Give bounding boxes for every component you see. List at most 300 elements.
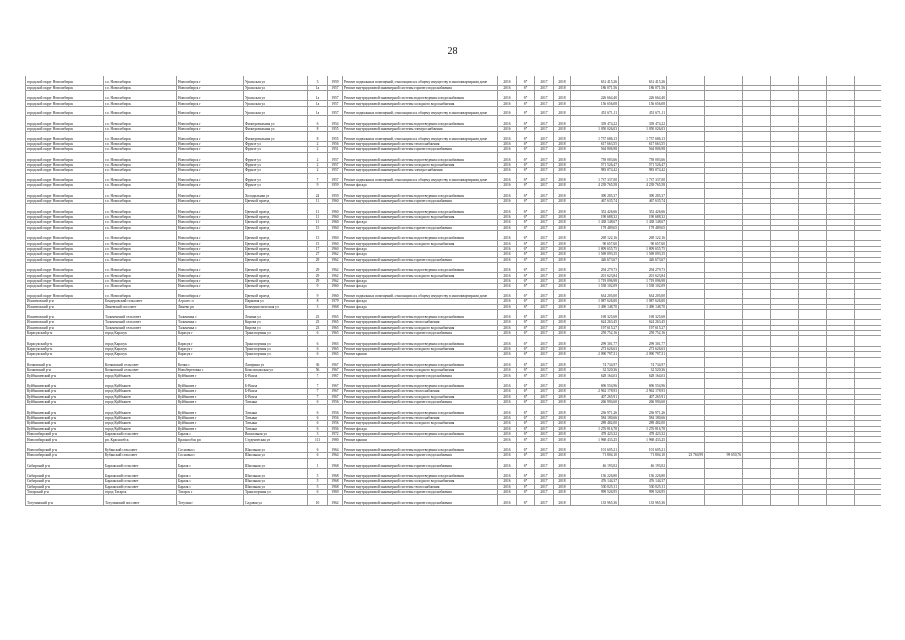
cell-work-type: Ремонт внутридомовой инженерной системы холодного водоснабжения	[343, 241, 498, 246]
cell-cost: 2 090 797,31	[571, 352, 619, 357]
cell-start-year: 2017	[535, 194, 554, 199]
cell-cost-total: 299 301,77	[619, 341, 667, 346]
cell-settlement: рп. Краснообск	[104, 437, 177, 442]
cell-plan-year: 2016	[498, 299, 517, 304]
cell-extra	[827, 106, 855, 116]
cell-municipality: городской округ Новосибирск	[26, 220, 104, 225]
cell-price-index: 6*	[517, 490, 535, 495]
cell-year-built: 1964	[328, 448, 343, 453]
cell-house: 1а	[308, 85, 328, 90]
cell-municipality: Новосибирский р-н	[26, 437, 104, 442]
cell-locality: Новосибирск г	[177, 273, 244, 278]
cell-end-year: 2018	[554, 273, 571, 278]
cell-street: Школьная ул	[244, 448, 308, 453]
cell-start-year: 2017	[535, 225, 554, 230]
cell-price-index: 6*	[517, 315, 535, 320]
cell-settlement: город Карасук	[104, 352, 177, 357]
cell-end-year: 2018	[554, 158, 571, 163]
cell-cost-total: 983 074,42	[619, 168, 667, 173]
cell-municipality: Куйбышевский р-н	[26, 384, 104, 389]
cell-end-year: 2018	[554, 132, 571, 142]
cell-locality: Новосибирск г	[177, 158, 244, 163]
cell-plan-year: 2016	[498, 284, 517, 289]
cell-cost: 584 180,66	[571, 415, 619, 420]
cell-start-year: 2017	[535, 162, 554, 167]
cell-cost: 2 962 178,93	[571, 389, 619, 394]
cell-price-index: 6*	[517, 284, 535, 289]
cell-price-index: 6*	[517, 225, 535, 230]
cell-locality: Куйбышев г	[177, 399, 244, 404]
cell-end-year: 2018	[554, 426, 571, 431]
cell-year-built: 1959	[328, 76, 343, 85]
cell-end-year: 2018	[554, 373, 571, 378]
cell-year-built: 1954	[328, 121, 343, 126]
cell-locality: Краснообск рп	[177, 437, 244, 442]
cell-cost: 1 490 148,70	[571, 304, 619, 309]
cell-cost: 201 623,84	[571, 273, 619, 278]
cell-year-built: 1968	[328, 304, 343, 309]
cell-work-type: Ремонт фасада	[343, 246, 498, 251]
cell-end-year: 2018	[554, 299, 571, 304]
cell-municipality: городской округ Новосибирск	[26, 141, 104, 146]
cell-work-type: Ремонт внутридомовой инженерной системы холодного водоснабжения	[343, 346, 498, 351]
cell-street: Транспортная ул	[244, 341, 308, 346]
cell-cost: 631 415,26	[571, 76, 619, 85]
cell-cost: 617 663,55	[571, 141, 619, 146]
cell-cost-total: 617 663,55	[619, 141, 667, 146]
cell-year-built: 1956	[328, 410, 343, 415]
cell-municipality: Сибирский р-н	[26, 479, 104, 484]
cell-plan-year: 2016	[498, 373, 517, 378]
cell-cost: 135 965,36	[571, 500, 619, 505]
cell-work-type: Ремонт подвальных помещений, относящихся к общему имуществу в многоквартирном доме	[343, 289, 498, 299]
cell-street: Школьная ул	[244, 453, 308, 458]
cell-work-type: Ремонт внутридомовой инженерной системы холодного водоснабжения	[343, 421, 498, 426]
cell-price-index: 6*	[517, 273, 535, 278]
cell-house: 56	[308, 368, 328, 373]
cell-plan-year: 2016	[498, 246, 517, 251]
cell-work-type: Ремонт внутридомовой инженерной системы горячего водоснабжения	[343, 490, 498, 495]
cell-extra	[705, 76, 743, 85]
cell-price-index: 6*	[517, 464, 535, 469]
cell-street: Фрунзе ул	[244, 183, 308, 188]
cell-work-type: Ремонт внутридомовой инженерной системы теплоснабжения	[343, 484, 498, 489]
cell-end-year: 2018	[554, 500, 571, 505]
cell-start-year: 2017	[535, 173, 554, 183]
cell-cost-total: 407 265,91	[619, 394, 667, 399]
cell-work-type: Ремонт фасада	[343, 299, 498, 304]
cell-locality: Карасук г	[177, 346, 244, 351]
cell-year-built: 1965	[328, 352, 343, 357]
cell-locality: Новосибирск г	[177, 278, 244, 283]
cell-extra	[705, 289, 743, 299]
register-rows	[26, 76, 882, 505]
cell-year-built: 1955	[328, 126, 343, 131]
cell-price-index: 6*	[517, 484, 535, 489]
cell-house: 29	[308, 273, 328, 278]
cell-cost-total: 426 673,67	[619, 257, 667, 262]
cell-street: Фрунзе ул	[244, 162, 308, 167]
cell-price-index: 6*	[517, 410, 535, 415]
cell-locality: Новосибирск г	[177, 162, 244, 167]
cell-municipality: Куйбышевский р-н	[26, 399, 104, 404]
cell-house: 3	[308, 76, 328, 85]
cell-settlement: г.о. Новосибирск	[104, 106, 177, 116]
cell-work-type: Ремонт фасада	[343, 304, 498, 309]
cell-locality: Новосибирск г	[177, 268, 244, 273]
cell-start-year: 2017	[535, 85, 554, 90]
cell-plan-year: 2016	[498, 273, 517, 278]
cell-municipality: Куйбышевский р-н	[26, 373, 104, 378]
cell-plan-year: 2016	[498, 101, 517, 106]
cell-work-type: Ремонт внутридомовой инженерной системы водоотведения и водоснабжения	[343, 431, 498, 436]
cell-cost-total: 1 438 148,67	[619, 220, 667, 225]
cell-cost: 90 657,60	[571, 241, 619, 246]
cell-house: 7	[308, 389, 328, 394]
cell-settlement: город Татарск	[104, 490, 177, 495]
cell-cost: 1 050 026,03	[571, 126, 619, 131]
cell-price-index: 6*	[517, 368, 535, 373]
cell-cost: 739 003,66	[571, 158, 619, 163]
cell-end-year: 2018	[554, 76, 571, 85]
cell-price-index: 6*	[517, 363, 535, 368]
cell-start-year: 2017	[535, 479, 554, 484]
cell-price-index: 6*	[517, 236, 535, 241]
cell-municipality: городской округ Новосибирск	[26, 106, 104, 116]
cell-street: Школьная ул	[244, 464, 308, 469]
cell-municipality: Тогучинский р-н	[26, 500, 104, 505]
cell-street: Б-Вокза	[244, 389, 308, 394]
cell-street: Цветной проезд	[244, 225, 308, 230]
cell-year-built: 1962	[328, 268, 343, 273]
cell-locality: Куйбышев г	[177, 384, 244, 389]
cell-plan-year: 2016	[498, 346, 517, 351]
cell-year-built: 1979	[328, 299, 343, 304]
cell-house: 6	[308, 121, 328, 126]
cell-start-year: 2017	[535, 341, 554, 346]
cell-locality: Куйбышев г	[177, 394, 244, 399]
cell-end-year: 2018	[554, 194, 571, 199]
cell-year-built: 1965	[328, 320, 343, 325]
cell-work-type: Ремонт внутридомовой инженерной системы горячего водоснабжения	[343, 147, 498, 152]
cell-cost-total: 46 193,02	[619, 464, 667, 469]
cell-price-index: 6*	[517, 101, 535, 106]
cell-work-type: Ремонт внутридомовой инженерной системы холодного водоснабжения	[343, 162, 498, 167]
cell-end-year: 2018	[554, 85, 571, 90]
cell-plan-year: 2016	[498, 158, 517, 163]
cell-settlement: Барлакский сельсовет	[104, 431, 177, 436]
cell-extra	[743, 500, 771, 505]
cell-year-built: 1956	[328, 141, 343, 146]
cell-plan-year: 2016	[498, 220, 517, 225]
cell-start-year: 2017	[535, 158, 554, 163]
cell-extra	[855, 132, 882, 142]
cell-cost-total: 628 164,03	[619, 373, 667, 378]
cell-price-index: 6*	[517, 448, 535, 453]
cell-house: 27	[308, 252, 328, 257]
cell-extra	[855, 76, 882, 85]
cell-settlement: г.о. Новосибирск	[104, 273, 177, 278]
cell-extra	[743, 106, 771, 116]
cell-street: Цветной проезд	[244, 220, 308, 225]
cell-locality: Новосибирск г	[177, 106, 244, 116]
cell-price-index: 6*	[517, 389, 535, 394]
cell-locality: Кочки с	[177, 363, 244, 368]
cell-municipality: городской округ Новосибирск	[26, 76, 104, 85]
cell-municipality: городской округ Новосибирск	[26, 246, 104, 251]
cell-municipality: Куйбышевский р-н	[26, 389, 104, 394]
cell-cost-total: 1 809 655,75	[619, 246, 667, 251]
cell-locality: Новосибирск г	[177, 183, 244, 188]
cell-plan-year: 2016	[498, 352, 517, 357]
cell-end-year: 2018	[554, 173, 571, 183]
cell-cost: 1 438 148,67	[571, 220, 619, 225]
cell-price-index: 6*	[517, 257, 535, 262]
cell-locality: Куйбышев г	[177, 421, 244, 426]
cell-locality: Тальменка с	[177, 325, 244, 330]
cell-cost-total: 1 087 626,00	[619, 299, 667, 304]
cell-settlement: Барлакский сельсовет	[104, 464, 177, 469]
cell-year-built: 1951	[328, 147, 343, 152]
cell-cost: 407 265,91	[571, 394, 619, 399]
cell-price-index: 6*	[517, 352, 535, 357]
cell-start-year: 2017	[535, 132, 554, 142]
cell-cost: 476 144,37	[571, 479, 619, 484]
cell-cost-total: 273 626,63	[619, 346, 667, 351]
cell-house: 6	[308, 421, 328, 426]
cell-price-index: 6*	[517, 304, 535, 309]
cell-plan-year: 2016	[498, 214, 517, 219]
cell-settlement: г.о. Новосибирск	[104, 209, 177, 214]
cell-street: Фильтровальная ул	[244, 121, 308, 126]
cell-locality: Новосибирск г	[177, 96, 244, 101]
cell-plan-year: 2016	[498, 320, 517, 325]
cell-house: 6	[308, 341, 328, 346]
cell-municipality: городской округ Новосибирск	[26, 158, 104, 163]
cell-locality: Новосибирск г	[177, 141, 244, 146]
cell-settlement: город Куйбышев	[104, 426, 177, 431]
cell-settlement: г.о. Новосибирск	[104, 162, 177, 167]
cell-locality: Тальменка с	[177, 320, 244, 325]
cell-cost: 289 482,00	[571, 421, 619, 426]
cell-cost-total: 156 656,08	[619, 101, 667, 106]
cell-plan-year: 2016	[498, 106, 517, 116]
cell-municipality: Искитимский р-н	[26, 325, 104, 330]
cell-year-built: 1960	[328, 199, 343, 204]
cell-year-built: 1962	[328, 273, 343, 278]
cell-settlement: город Куйбышев	[104, 384, 177, 389]
cell-municipality: городской округ Новосибирск	[26, 209, 104, 214]
cell-street: Татьяна	[244, 415, 308, 420]
cell-end-year: 2018	[554, 225, 571, 230]
cell-settlement: г.о. Новосибирск	[104, 236, 177, 241]
page-number: 28	[447, 46, 458, 57]
cell-municipality: городской округ Новосибирск	[26, 289, 104, 299]
cell-price-index: 6*	[517, 220, 535, 225]
cell-plan-year: 2016	[498, 236, 517, 241]
cell-locality: Новосибирск г	[177, 209, 244, 214]
cell-end-year: 2018	[554, 389, 571, 394]
cell-cost-total: 1 569 093,35	[619, 252, 667, 257]
cell-cost: 1 276 816,78	[571, 426, 619, 431]
cell-year-built: 1960	[328, 214, 343, 219]
cell-cost-total: 190 688,32	[619, 214, 667, 219]
cell-price-index: 6*	[517, 325, 535, 330]
cell-work-type: Ремонт подвальных помещений, относящихся к общему имуществу в многоквартирном доме	[343, 132, 498, 142]
cell-plan-year: 2016	[498, 268, 517, 273]
cell-end-year: 2018	[554, 284, 571, 289]
cell-extra	[771, 173, 799, 183]
cell-cost-total: 294 279,73	[619, 268, 667, 273]
cell-price-index: 6*	[517, 241, 535, 246]
cell-cost: 186 071,56	[571, 85, 619, 90]
cell-locality: Новосибирск г	[177, 173, 244, 183]
cell-year-built: 1967	[328, 363, 343, 368]
cell-settlement: г.о. Новосибирск	[104, 76, 177, 85]
cell-street: Садовая ул	[244, 500, 308, 505]
cell-cost: 1 809 655,75	[571, 246, 619, 251]
cell-cost-total: 90 657,60	[619, 241, 667, 246]
cell-end-year: 2018	[554, 101, 571, 106]
cell-end-year: 2018	[554, 341, 571, 346]
cell-extra	[827, 289, 855, 299]
cell-street: Цветной проезд	[244, 214, 308, 219]
cell-house: 6	[308, 410, 328, 415]
cell-start-year: 2017	[535, 500, 554, 505]
cell-cost: 273 626,63	[571, 346, 619, 351]
cell-start-year: 2017	[535, 352, 554, 357]
cell-house: 6	[308, 331, 328, 336]
cell-municipality: городской округ Новосибирск	[26, 199, 104, 204]
cell-cost: 299 301,77	[571, 341, 619, 346]
cell-plan-year: 2016	[498, 464, 517, 469]
cell-cost: 1 569 093,35	[571, 252, 619, 257]
cell-street: Фрунзе ул	[244, 168, 308, 173]
cell-locality: Новосибирск г	[177, 236, 244, 241]
cell-settlement: город Куйбышев	[104, 410, 177, 415]
cell-house: 15	[308, 236, 328, 241]
cell-work-type: Ремонт внутридомовой инженерной системы горячего водоснабжения	[343, 199, 498, 204]
cell-municipality: городской округ Новосибирск	[26, 126, 104, 131]
cell-house: 111	[308, 437, 328, 442]
cell-street: Уральская ул	[244, 96, 308, 101]
cell-cost: 294 279,73	[571, 268, 619, 273]
cell-year-built: 1956	[328, 426, 343, 431]
cell-street: Фрунзе ул	[244, 141, 308, 146]
cell-end-year: 2018	[554, 106, 571, 116]
cell-work-type: Ремонт внутридомовой инженерной системы горячего водоснабжения	[343, 373, 498, 378]
cell-municipality: Карасукский р-н	[26, 331, 104, 336]
cell-end-year: 2018	[554, 346, 571, 351]
cell-municipality: Сибирский р-н	[26, 484, 104, 489]
cell-plan-year: 2016	[498, 199, 517, 204]
cell-plan-year: 2016	[498, 76, 517, 85]
cell-price-index: 6*	[517, 479, 535, 484]
cell-start-year: 2017	[535, 278, 554, 283]
cell-cost-total: 478 423,32	[619, 431, 667, 436]
cell-year-built: 1972	[328, 431, 343, 436]
cell-settlement: г.о. Новосибирск	[104, 225, 177, 230]
cell-work-type: Ремонт внутридомовой инженерной системы водоотведения и водоснабжения	[343, 474, 498, 479]
cell-price-index: 6*	[517, 474, 535, 479]
cell-work-type: Ремонт внутридомовой инженерной системы горячего водоснабжения	[343, 464, 498, 469]
cell-year-built: 1965	[328, 325, 343, 330]
cell-municipality: городской округ Новосибирск	[26, 132, 104, 142]
cell-plan-year: 2016	[498, 500, 517, 505]
cell-street: Цветной проезд	[244, 199, 308, 204]
cell-locality: Новосибирск г	[177, 147, 244, 152]
cell-end-year: 2018	[554, 278, 571, 283]
cell-cost-total: 1 968 433,25	[619, 437, 667, 442]
cell-plan-year: 2016	[498, 241, 517, 246]
cell-price-index: 6*	[517, 421, 535, 426]
cell-plan-year: 2016	[498, 368, 517, 373]
cell-price-index: 6*	[517, 168, 535, 173]
cell-price-index: 6*	[517, 252, 535, 257]
cell-street: Фильтровальная ул	[244, 126, 308, 131]
cell-street: Цветной проезд	[244, 268, 308, 273]
cell-end-year: 2018	[554, 162, 571, 167]
cell-street: Цветной проезд	[244, 273, 308, 278]
cell-extra	[799, 500, 827, 505]
cell-end-year: 2018	[554, 484, 571, 489]
cell-locality: Новосибирск г	[177, 121, 244, 126]
cell-price-index: 6*	[517, 426, 535, 431]
cell-cost-total: 584 180,66	[619, 415, 667, 420]
cell-end-year: 2018	[554, 431, 571, 436]
cell-street: Уральская ул	[244, 106, 308, 116]
cell-work-type: Ремонт фасада	[343, 426, 498, 431]
cell-price-index: 6*	[517, 289, 535, 299]
cell-plan-year: 2016	[498, 479, 517, 484]
cell-cost: 983 074,42	[571, 168, 619, 173]
cell-locality: Новосибирск г	[177, 289, 244, 299]
cell-plan-year: 2016	[498, 85, 517, 90]
cell-price-index: 6*	[517, 341, 535, 346]
cell-house: 29	[308, 268, 328, 273]
cell-end-year: 2018	[554, 121, 571, 126]
cell-plan-year: 2016	[498, 437, 517, 442]
cell-extra	[855, 500, 882, 505]
cell-cost-total: 226 664,40	[619, 96, 667, 101]
cell-plan-year: 2016	[498, 183, 517, 188]
cell-year-built: 1964	[328, 453, 343, 458]
cell-locality: Новосибирск г	[177, 194, 244, 199]
cell-street: Кирова ул	[244, 325, 308, 330]
cell-end-year: 2018	[554, 384, 571, 389]
cell-street: Комсомольская ул	[244, 368, 308, 373]
cell-street: Транспортная ул	[244, 352, 308, 357]
cell-house: 7	[308, 394, 328, 399]
cell-cost-total: 289 482,00	[619, 421, 667, 426]
cell-house: 3	[308, 304, 328, 309]
cell-settlement: г.о. Новосибирск	[104, 85, 177, 90]
cell-plan-year: 2016	[498, 394, 517, 399]
cell-house: 2	[308, 168, 328, 173]
cell-start-year: 2017	[535, 168, 554, 173]
cell-street: Транспортная ул	[244, 331, 308, 336]
cell-end-year: 2018	[554, 320, 571, 325]
cell-street: Студенческая ул	[244, 437, 308, 442]
cell-work-type: Ремонт внутридомовой инженерной системы теплоснабжения	[343, 389, 498, 394]
cell-price-index: 6*	[517, 331, 535, 336]
cell-cost-total: 451 671,11	[619, 106, 667, 116]
cell-settlement: г.о. Новосибирск	[104, 278, 177, 283]
cell-house: 15	[308, 225, 328, 230]
cell-municipality: Новосибирский р-н	[26, 448, 104, 453]
cell-price-index: 6*	[517, 278, 535, 283]
cell-settlement: г.о. Новосибирск	[104, 220, 177, 225]
